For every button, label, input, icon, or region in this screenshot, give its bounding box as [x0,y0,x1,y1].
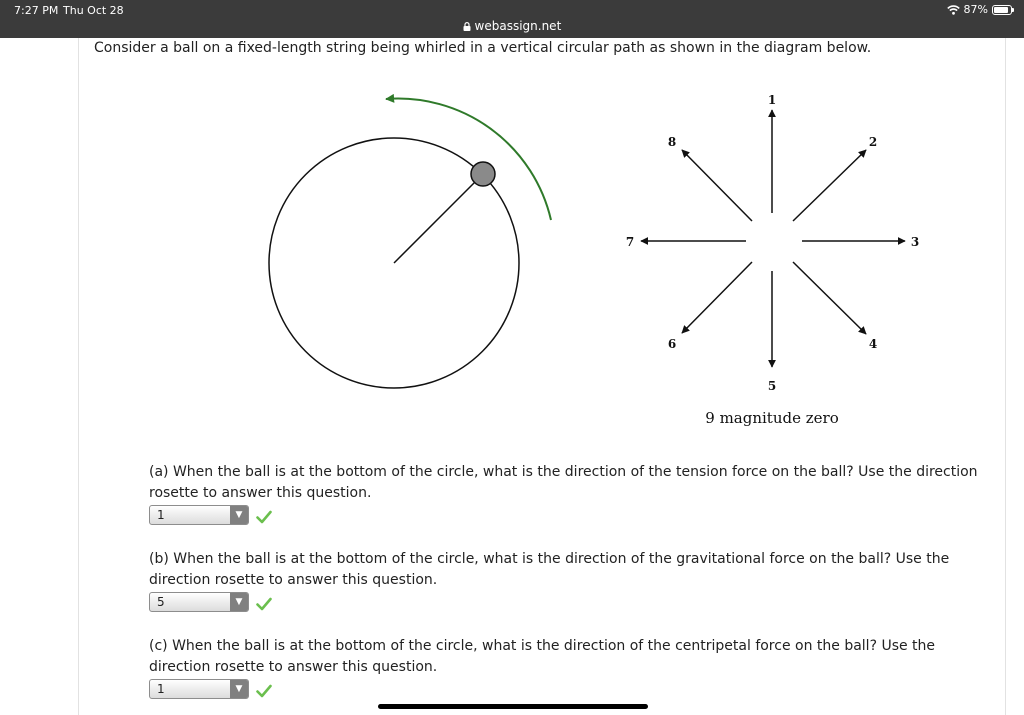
status-indicators [947,3,1012,16]
answer-value-a: 1 [157,508,165,522]
check-icon [256,684,272,698]
home-indicator[interactable] [378,704,648,709]
rosette-label-6: 6 [667,337,677,351]
check-icon [256,510,272,524]
answer-select-a[interactable] [149,505,249,525]
rosette-label-8: 8 [667,135,677,149]
answer-value-c: 1 [157,682,165,696]
lock-icon [463,22,471,31]
dropdown-arrow-icon[interactable]: ▼ [230,680,248,698]
rosette-arrow-8 [682,150,752,221]
rosette-label-5: 5 [767,379,777,393]
check-icon [256,597,272,611]
battery-percent: 87% [963,3,988,16]
rosette-arrow-4 [793,262,866,334]
rosette-label-4: 4 [868,337,878,351]
answer-select-b[interactable] [149,592,249,612]
direction-rosette [626,93,919,427]
rosette-arrow-2 [793,150,866,221]
dropdown-arrow-icon[interactable]: ▼ [230,506,248,524]
ball [471,162,495,186]
intro-text: Consider a ball on a fixed-length string being whirled in a vertical circular path as shown in the diagram below. [94,40,872,56]
status-time: 7:27 PM [14,4,59,17]
rosette-label-3: 3 [910,235,920,249]
rosette-label-1: 1 [767,93,777,107]
status-bar [0,0,1024,38]
answer-value-b: 5 [157,595,165,609]
question-a: (a) When the ball is at the bottom of the circle, what is the direction of the tension force on the ball? Use the direction rosette to answer this question. [149,464,978,501]
string [394,181,476,263]
rosette-label-2: 2 [868,135,878,149]
zero-magnitude-label: 9 magnitude zero [705,409,839,427]
url-text: webassign.net [474,19,562,33]
question-b: (b) When the ball is at the bottom of the circle, what is the direction of the gravitational force on the ball? Use the direction rosette to answer this question. [149,551,950,588]
rosette-label-7: 7 [625,235,635,249]
dropdown-arrow-icon[interactable]: ▼ [230,593,248,611]
status-date: Thu Oct 28 [63,4,124,17]
rosette-arrow-6 [682,262,752,333]
answer-select-c[interactable] [149,679,249,699]
diagram [240,80,940,435]
motion-arrow [386,99,551,220]
wifi-icon [947,5,960,15]
question-c: (c) When the ball is at the bottom of the circle, what is the direction of the centripetal force on the ball? Use the direction rosette to answer this question. [149,638,936,675]
battery-icon [992,5,1012,15]
address-bar[interactable] [0,19,1024,33]
